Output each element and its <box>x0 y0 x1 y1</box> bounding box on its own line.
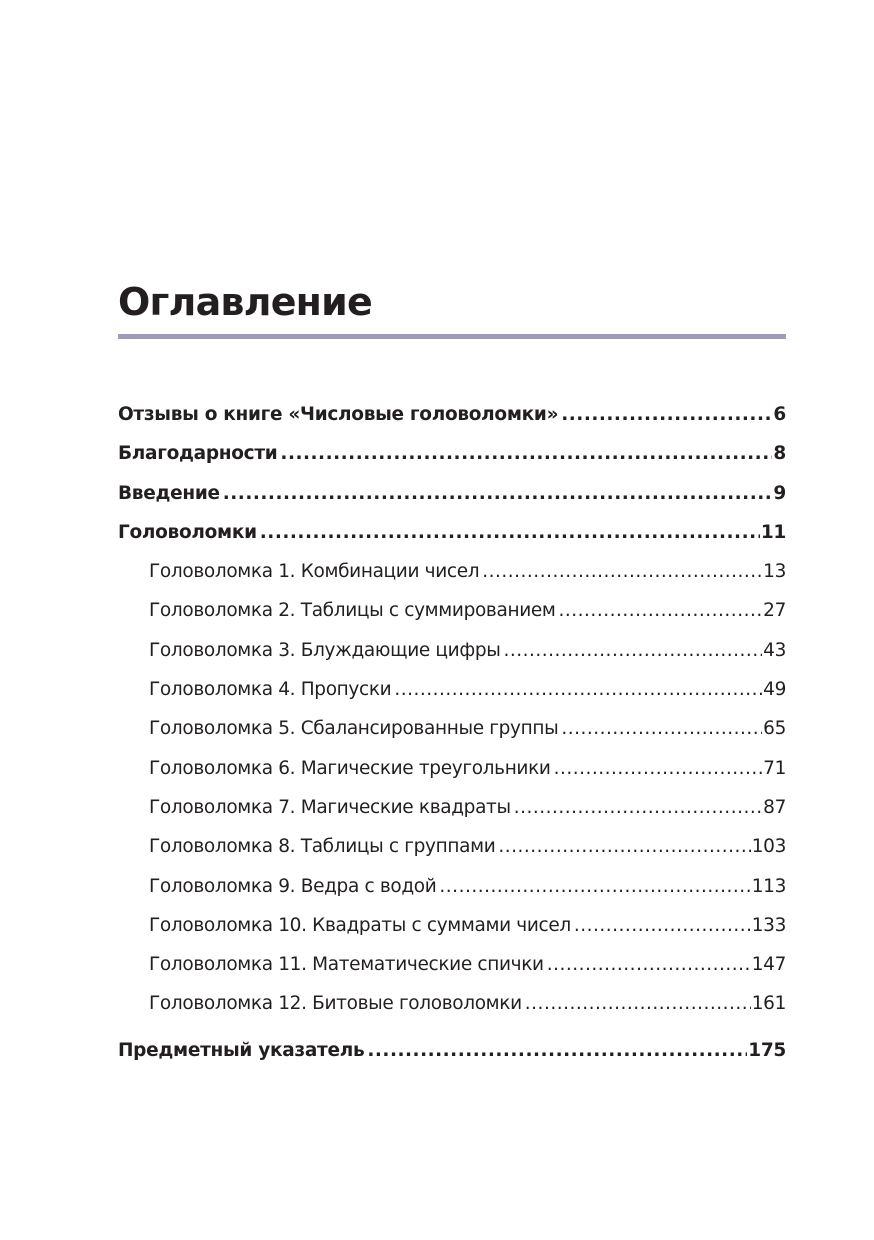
toc-entry-subject-index[interactable] <box>118 1031 786 1070</box>
title-divider <box>118 334 786 339</box>
toc-entry-reviews[interactable] <box>118 395 786 434</box>
dot-leader <box>559 591 763 630</box>
dot-leader <box>561 709 762 748</box>
toc-entry-label: Благодарности <box>118 443 278 465</box>
dot-leader <box>554 749 763 788</box>
toc-subentry-puzzle-8[interactable] <box>118 827 786 866</box>
dot-leader <box>514 788 762 827</box>
toc-entry-label: Введение <box>118 482 220 504</box>
dot-leader <box>439 867 750 906</box>
toc-subentry-puzzle-7[interactable] <box>118 788 786 827</box>
dot-leader <box>498 827 750 866</box>
dot-leader <box>260 513 760 552</box>
toc-subentry-label: Головоломка 10. Квадраты с суммами чисел <box>149 914 571 936</box>
toc-entry-page: 9 <box>773 482 786 504</box>
toc-entry-page: 6 <box>773 404 786 425</box>
toc-subentry-puzzle-4[interactable] <box>118 670 786 709</box>
toc-subentry-puzzle-3[interactable] <box>118 631 786 670</box>
toc-subentry-puzzle-5[interactable] <box>118 709 786 748</box>
toc-subentry-puzzle-12[interactable] <box>118 984 786 1023</box>
toc-entry-acknowledgements[interactable] <box>118 434 786 473</box>
toc-subentry-page: 113 <box>751 875 786 897</box>
toc-subentry-page: 13 <box>763 561 786 583</box>
toc-subentry-page: 65 <box>763 718 786 740</box>
toc-subentry-label: Головоломка 6. Магические треугольники <box>149 757 551 779</box>
toc-subentry-label: Головоломка 4. Пропуски <box>149 679 392 701</box>
toc-subentry-puzzle-11[interactable] <box>118 945 786 984</box>
dot-leader <box>367 1031 747 1070</box>
dot-leader <box>223 474 773 513</box>
toc-subentry-page: 103 <box>751 836 786 858</box>
toc-subentry-page: 133 <box>751 914 786 936</box>
toc-page <box>118 0 786 1240</box>
toc-subentry-label: Головоломка 11. Математические спички <box>149 954 544 976</box>
toc-subentry-page: 161 <box>751 993 786 1015</box>
dot-leader <box>574 906 751 945</box>
toc-entry-introduction[interactable] <box>118 474 786 513</box>
toc-subentry-label: Головоломка 9. Ведра с водой <box>149 875 437 897</box>
toc-entry-page: 175 <box>748 1039 786 1061</box>
dot-leader <box>280 434 772 473</box>
toc-subentry-puzzle-9[interactable] <box>118 867 786 906</box>
dot-leader <box>503 631 762 670</box>
toc-entry-label: Головоломки <box>118 521 257 543</box>
dot-leader <box>561 395 772 434</box>
toc-subentry-page: 71 <box>763 757 786 779</box>
toc-subentry-puzzle-10[interactable] <box>118 906 786 945</box>
toc-subentry-puzzle-6[interactable] <box>118 749 786 788</box>
toc-subentry-page: 43 <box>763 639 786 661</box>
toc-entry-label: Отзывы о книге «Числовые головоломки» <box>118 404 559 425</box>
table-of-contents <box>118 395 786 1070</box>
dot-leader <box>547 945 751 984</box>
toc-subentry-page: 87 <box>763 796 786 818</box>
toc-subentry-page: 147 <box>751 954 786 976</box>
dot-leader <box>525 984 751 1023</box>
toc-subentry-label: Головоломка 3. Блуждающие цифры <box>149 639 501 661</box>
dot-leader <box>482 552 762 591</box>
toc-subentry-page: 49 <box>763 679 786 701</box>
toc-subentry-puzzle-2[interactable] <box>118 591 786 630</box>
toc-subentry-label: Головоломка 12. Битовые головоломки <box>149 993 522 1015</box>
toc-subentry-label: Головоломка 2. Таблицы с суммированием <box>149 600 556 622</box>
toc-subentry-label: Головоломка 1. Комбинации чисел <box>149 561 480 583</box>
toc-subentry-page: 27 <box>763 600 786 622</box>
toc-subentry-label: Головоломка 7. Магические квадраты <box>149 796 511 818</box>
toc-subentry-puzzle-1[interactable] <box>118 552 786 591</box>
toc-entry-puzzles[interactable] <box>118 513 786 552</box>
toc-entry-page: 8 <box>773 443 786 465</box>
page-title: Оглавление <box>118 280 372 324</box>
dot-leader <box>394 670 762 709</box>
toc-subentry-label: Головоломка 5. Сбалансированные группы <box>149 718 559 740</box>
toc-subentry-label: Головоломка 8. Таблицы с группами <box>149 836 496 858</box>
toc-entry-label: Предметный указатель <box>118 1039 365 1061</box>
toc-entry-page: 11 <box>760 521 786 543</box>
